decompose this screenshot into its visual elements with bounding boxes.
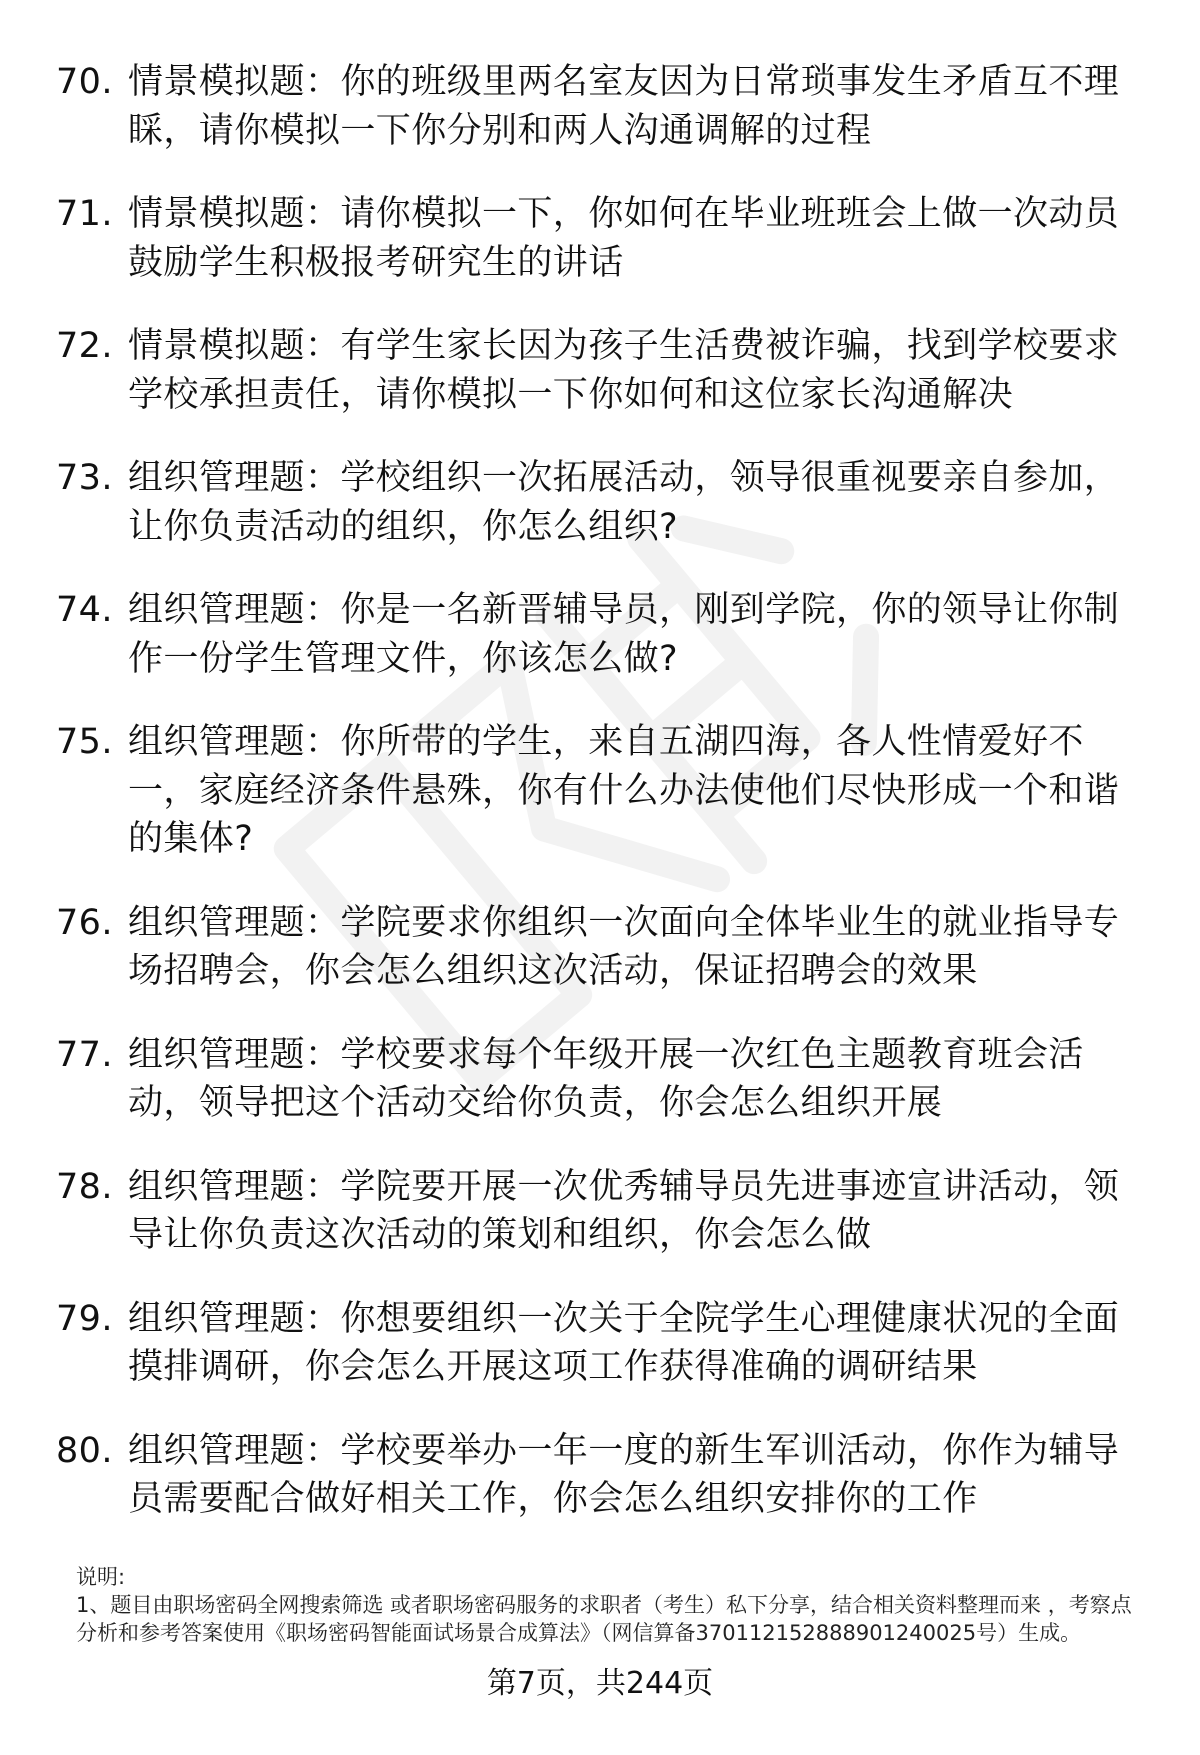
question-item xyxy=(0,1163,1200,1260)
notes-body: 1、题目由职场密码全网搜索筛选 或者职场密码服务的求职者（考生）私下分享，结合相关资料整理而来 ，考察点分析和参考答案使用《职场密码智能面试场景合成算法》（网信算备370112152888901240025号）生成。 xyxy=(76,1593,1132,1645)
question-number: 71. xyxy=(56,194,113,234)
question-text: 情景模拟题：你的班级里两名室友因为日常琐事发生矛盾互不理睬，请你模拟一下你分别和两人沟通调解的过程 xyxy=(128,62,1120,151)
question-number: 70. xyxy=(56,62,113,102)
question-text: 组织管理题：你所带的学生，来自五湖四海，各人性情爱好不一，家庭经济条件悬殊，你有什么办法使他们尽快形成一个和谐的集体? xyxy=(128,722,1120,859)
question-text: 组织管理题：学校组织一次拓展活动，领导很重视要亲自参加，让你负责活动的组织，你怎么组织? xyxy=(128,458,1120,547)
question-text: 情景模拟题：有学生家长因为孩子生活费被诈骗，找到学校要求学校承担责任，请你模拟一下你如何和这位家长沟通解决 xyxy=(128,326,1120,415)
question-item xyxy=(0,58,1200,155)
question-text: 情景模拟题：请你模拟一下，你如何在毕业班班会上做一次动员鼓励学生积极报考研究生的讲话 xyxy=(128,194,1120,283)
notes-title: 说明: xyxy=(76,1565,126,1589)
question-number: 74. xyxy=(56,590,113,630)
question-item xyxy=(0,190,1200,287)
question-item xyxy=(0,718,1200,864)
question-number: 75. xyxy=(56,722,113,762)
question-item xyxy=(0,1031,1200,1128)
question-number: 73. xyxy=(56,458,113,498)
question-list xyxy=(0,58,1200,1559)
question-number: 77. xyxy=(56,1034,113,1075)
page-number: 第7页，共244页 xyxy=(486,1666,714,1701)
question-number: 79. xyxy=(56,1298,113,1339)
question-item xyxy=(0,1295,1200,1392)
question-number: 72. xyxy=(56,326,113,366)
question-number: 76. xyxy=(56,902,113,943)
question-number: 80. xyxy=(56,1430,113,1471)
question-text: 组织管理题：学校要求每个年级开展一次红色主题教育班会活动，领导把这个活动交给你负责，你会怎么组织开展 xyxy=(128,1034,1084,1123)
notes-section xyxy=(76,1563,1146,1647)
question-text: 组织管理题：学院要开展一次优秀辅导员先进事迹宣讲活动，领导让你负责这次活动的策划和组织，你会怎么做 xyxy=(128,1166,1120,1255)
question-item xyxy=(0,586,1200,683)
question-text: 组织管理题：你想要组织一次关于全院学生心理健康状况的全面摸排调研，你会怎么开展这项工作获得准确的调研结果 xyxy=(128,1298,1120,1387)
question-text: 组织管理题：你是一名新晋辅导员，刚到学院，你的领导让你制作一份学生管理文件，你该怎么做? xyxy=(128,590,1120,679)
question-item xyxy=(0,1427,1200,1524)
question-number: 78. xyxy=(56,1166,113,1207)
question-text: 组织管理题：学院要求你组织一次面向全体毕业生的就业指导专场招聘会，你会怎么组织这次活动，保证招聘会的效果 xyxy=(128,902,1120,991)
question-item xyxy=(0,322,1200,419)
question-text: 组织管理题：学校要举办一年一度的新生军训活动，你作为辅导员需要配合做好相关工作，你会怎么组织安排你的工作 xyxy=(128,1430,1120,1519)
question-item xyxy=(0,454,1200,551)
question-item xyxy=(0,899,1200,996)
